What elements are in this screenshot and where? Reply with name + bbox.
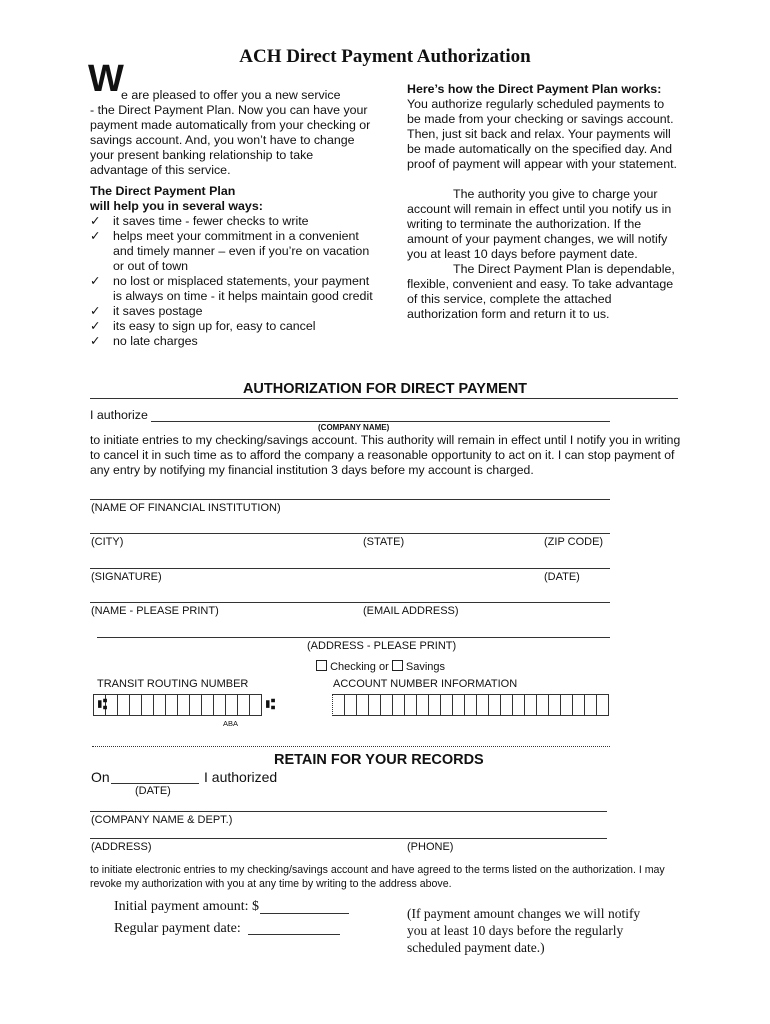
signature-label: (SIGNATURE): [91, 571, 162, 583]
benefits-heading-2: will help you in several ways:: [90, 199, 263, 213]
address-phone-line[interactable]: [90, 838, 607, 839]
initial-amount-line[interactable]: [260, 913, 349, 914]
document-title: ACH Direct Payment Authorization: [239, 46, 531, 67]
account-type-selector: [316, 660, 445, 673]
transit-symbol-start-icon: ⑆: [98, 696, 108, 713]
benefit-item: ✓ no lost or misplaced statements, your payment is always on time - it helps maintain good credit: [90, 274, 373, 303]
address-print-label: (ADDRESS - PLEASE PRINT): [307, 640, 457, 652]
retain-date-line[interactable]: [111, 783, 199, 784]
cut-line: [92, 746, 610, 747]
address-line[interactable]: [97, 637, 610, 638]
company-dept-line[interactable]: [90, 811, 607, 812]
how-it-works-paragraph-3: The Direct Payment Plan is dependable, flexible, convenient and easy. To take advantage of this service, complete the attached authorization form and return it to us.: [407, 262, 675, 321]
i-authorized-label: I authorized: [204, 769, 278, 785]
state-label: (STATE): [363, 536, 405, 548]
transit-routing-grid[interactable]: [94, 694, 262, 716]
intro-first-line: e are pleased to offer you a new service: [121, 88, 341, 102]
i-authorize-label: I authorize: [90, 408, 148, 422]
checkmark-icon: ✓: [90, 334, 101, 348]
aba-label: ABA: [223, 719, 239, 728]
retain-date-label: (DATE): [135, 785, 171, 797]
phone-label: (PHONE): [407, 841, 454, 853]
payment-change-note: (If payment amount changes we will notify you at least 10 days before the regularly scheduled payment date.): [407, 906, 641, 955]
zip-label: (ZIP CODE): [544, 536, 604, 548]
checkmark-icon: ✓: [90, 304, 101, 318]
drop-cap: W: [88, 58, 123, 100]
transit-symbol-end-icon: ⑆: [266, 696, 276, 713]
company-dept-label: (COMPANY NAME & DEPT.): [91, 814, 233, 826]
regular-date-label: Regular payment date:: [114, 921, 241, 936]
company-name-label: (COMPANY NAME): [318, 423, 390, 432]
checking-label: Checking or: [330, 661, 389, 673]
benefits-heading-1: The Direct Payment Plan: [90, 184, 236, 198]
authorization-heading: AUTHORIZATION FOR DIRECT PAYMENT: [242, 381, 528, 397]
account-number-label: ACCOUNT NUMBER INFORMATION: [333, 678, 518, 690]
company-name-line[interactable]: [151, 421, 610, 422]
city-label: (CITY): [91, 536, 124, 548]
checkmark-icon: ✓: [90, 229, 101, 243]
checkmark-icon: ✓: [90, 214, 101, 228]
how-it-works-heading: Here’s how the Direct Payment Plan works:: [407, 82, 662, 96]
name-print-label: (NAME - PLEASE PRINT): [91, 605, 219, 617]
checkmark-icon: ✓: [90, 319, 101, 333]
benefit-item: ✓ no late charges: [90, 334, 198, 348]
regular-date-line[interactable]: [248, 934, 340, 935]
name-email-line[interactable]: [90, 602, 610, 603]
benefit-item: ✓ it saves time - fewer checks to write: [90, 214, 309, 228]
signature-date-line[interactable]: [90, 568, 610, 569]
initial-amount-label: Initial payment amount: $: [114, 899, 260, 914]
date-label: (DATE): [544, 571, 580, 583]
how-it-works-paragraph-2: The authority you give to charge your account will remain in effect until you notify us in writing to terminate the authorization. If the amount of your payment changes, we will notify you at least 10 days before payment date.: [407, 187, 672, 261]
retain-address-label: (ADDRESS): [91, 841, 152, 853]
intro-paragraph: - the Direct Payment Plan. Now you can have your payment made automatically from your checking or savings account. And, you won’t have to change your present banking relationship to take advantage of this service.: [90, 103, 371, 177]
account-number-grid[interactable]: [333, 694, 609, 716]
savings-checkbox[interactable]: [392, 660, 403, 671]
email-label: (EMAIL ADDRESS): [363, 605, 459, 617]
benefits-list: [90, 214, 375, 349]
section-divider: [90, 398, 678, 399]
on-label: On: [91, 769, 110, 785]
retain-body: to initiate electronic entries to my checking/savings account and have agreed to the terms listed on the authorization. I may revoke my authorization with you at any time by writing to the address above.: [90, 864, 665, 890]
benefit-item: ✓ it saves postage: [90, 304, 203, 318]
how-it-works-paragraph-1: You authorize regularly scheduled payments to be made from your checking or savings account. Then, just sit back and relax. Your payments will be made automatically on the specified day. And proof of payment will appear with your statement.: [407, 97, 677, 171]
benefit-item: ✓ its easy to sign up for, easy to cancel: [90, 319, 316, 333]
institution-line[interactable]: [90, 499, 610, 500]
city-state-zip-line[interactable]: [90, 533, 610, 534]
transit-routing-label: TRANSIT ROUTING NUMBER: [97, 678, 249, 690]
benefit-item: ✓ helps meet your commitment in a convenient and timely manner – even if you’re on vacation or out of town: [90, 229, 370, 273]
savings-label: Savings: [405, 661, 446, 673]
retain-heading: RETAIN FOR YOUR RECORDS: [274, 752, 484, 768]
institution-label: (NAME OF FINANCIAL INSTITUTION): [91, 502, 281, 514]
authorization-body: to initiate entries to my checking/savings account. This authority will remain in effect until I notify you in writing to cancel it in such time as to afford the company a reasonable opportunity to act on it. I can stop payment of any entry by notifying my financial institution 3 days before my account is charged.: [90, 433, 681, 477]
checkmark-icon: ✓: [90, 274, 101, 288]
checking-checkbox[interactable]: [316, 660, 327, 671]
